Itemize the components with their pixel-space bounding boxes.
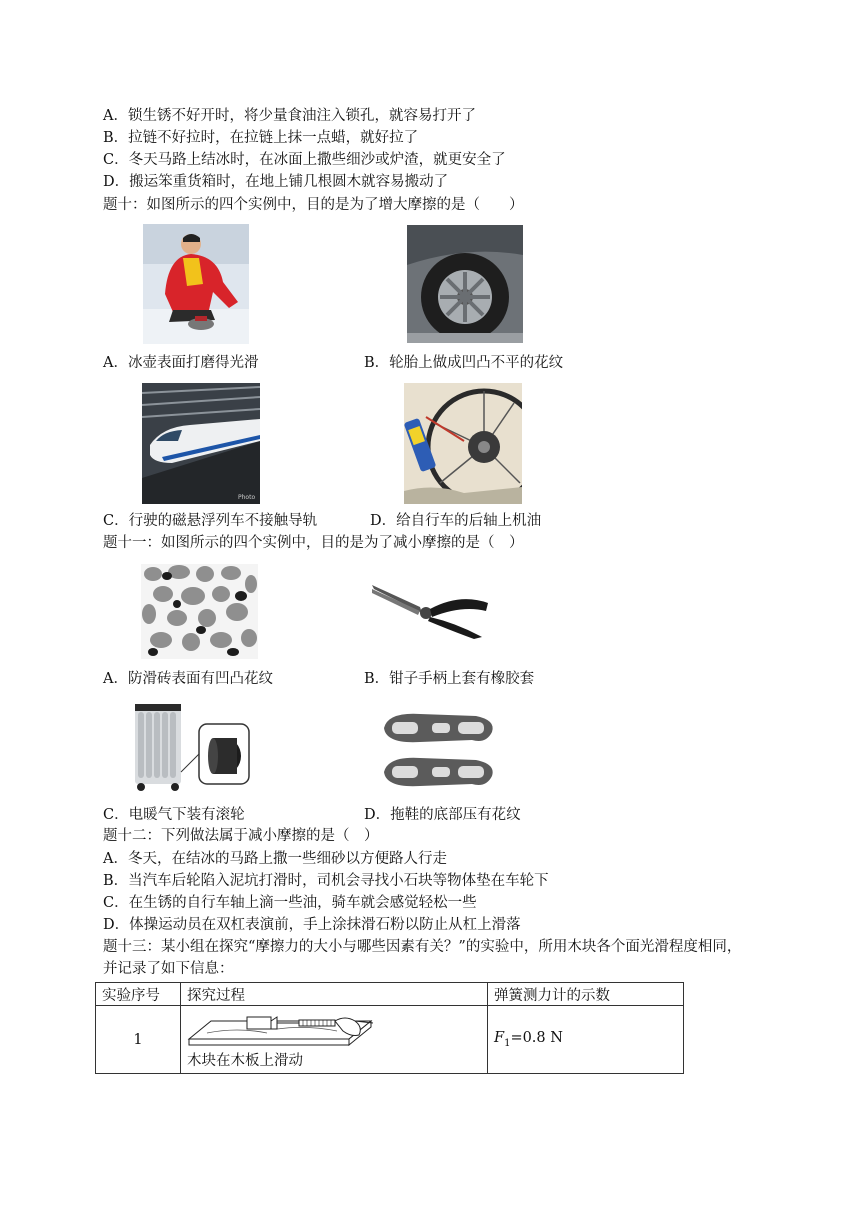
table-header-row xyxy=(96,983,684,1006)
q12-stem: 题十二：下列做法属于减小摩擦的是（ ） xyxy=(103,828,379,844)
q10-option-d: D．给自行车的后轴上机油 xyxy=(370,513,542,529)
maglev-train-photo xyxy=(142,383,260,504)
header-process: 探究过程 xyxy=(181,983,488,1006)
electric-heater-photo xyxy=(129,702,252,792)
q13-stem-line1: 题十三：某小组在探究“摩擦力的大小与哪些因素有关？”的实验中，所用木块各个面光滑程度相同， xyxy=(103,939,742,955)
wood-block-experiment-figure xyxy=(187,1011,481,1051)
prev-option-c: C．冬天马路上结冰时，在冰面上撒些细沙或炉渣，就更安全了 xyxy=(103,152,506,168)
reading-subscript: 1 xyxy=(504,1037,511,1049)
tire-photo xyxy=(407,225,523,343)
row-process xyxy=(181,1006,488,1074)
q11-option-b: B．钳子手柄上套有橡胶套 xyxy=(364,671,535,687)
q10-stem: 题十：如图所示的四个实例中，目的是为了增大摩擦的是（ ） xyxy=(103,197,524,213)
prev-option-d: D．搬运笨重货箱时，在地上铺几根圆木就容易搬动了 xyxy=(103,174,449,190)
row-reading xyxy=(488,1006,684,1074)
reading-value: =0.8 N xyxy=(510,1030,563,1047)
q12-option-a: A．冬天，在结冰的马路上撒一些细砂以方便路人行走 xyxy=(103,851,447,867)
header-reading: 弹簧测力计的示数 xyxy=(488,983,684,1006)
q13-stem-line2: 并记录了如下信息： xyxy=(103,961,234,977)
pliers-photo xyxy=(370,579,490,639)
row-number: 1 xyxy=(96,1006,181,1074)
svg-text:Photo: Photo xyxy=(238,494,256,501)
antislip-tile-photo xyxy=(141,564,258,659)
q12-option-d: D．体操运动员在双杠表演前，手上涂抹滑石粉以防止从杠上滑落 xyxy=(103,917,521,933)
q12-option-b: B．当汽车后轮陷入泥坑打滑时，司机会寻找小石块等物体垫在车轮下 xyxy=(103,873,549,889)
bicycle-oil-photo xyxy=(404,383,522,504)
header-experiment-number: 实验序号 xyxy=(96,983,181,1006)
table-row xyxy=(96,1006,684,1074)
prev-option-a: A．锁生锈不好开时，将少量食油注入锁孔，就容易打开了 xyxy=(103,108,476,124)
q10-option-c: C．行驶的磁悬浮列车不接触导轨 xyxy=(103,513,318,529)
q11-option-a: A．防滑砖表面有凹凸花纹 xyxy=(103,671,273,687)
q11-option-d: D．拖鞋的底部压有花纹 xyxy=(364,807,521,823)
q12-option-c: C．在生锈的自行车轴上滴一些油，骑车就会感觉轻松一些 xyxy=(103,895,477,911)
q10-option-b: B．轮胎上做成凹凸不平的花纹 xyxy=(364,355,564,371)
reading-symbol: F xyxy=(494,1030,505,1047)
q10-option-a: A．冰壶表面打磨得光滑 xyxy=(103,355,259,371)
q11-stem: 题十一：如图所示的四个实例中，目的是为了减小摩擦的是（ ） xyxy=(103,535,524,551)
experiment-table xyxy=(95,982,684,1074)
prev-option-b: B．拉链不好拉时，在拉链上抹一点蜡，就好拉了 xyxy=(103,130,419,146)
process-caption: 木块在木板上滑动 xyxy=(187,1053,303,1069)
slipper-sole-photo xyxy=(380,708,497,794)
q11-option-c: C．电暖气下装有滚轮 xyxy=(103,807,245,823)
curling-photo xyxy=(143,224,249,344)
